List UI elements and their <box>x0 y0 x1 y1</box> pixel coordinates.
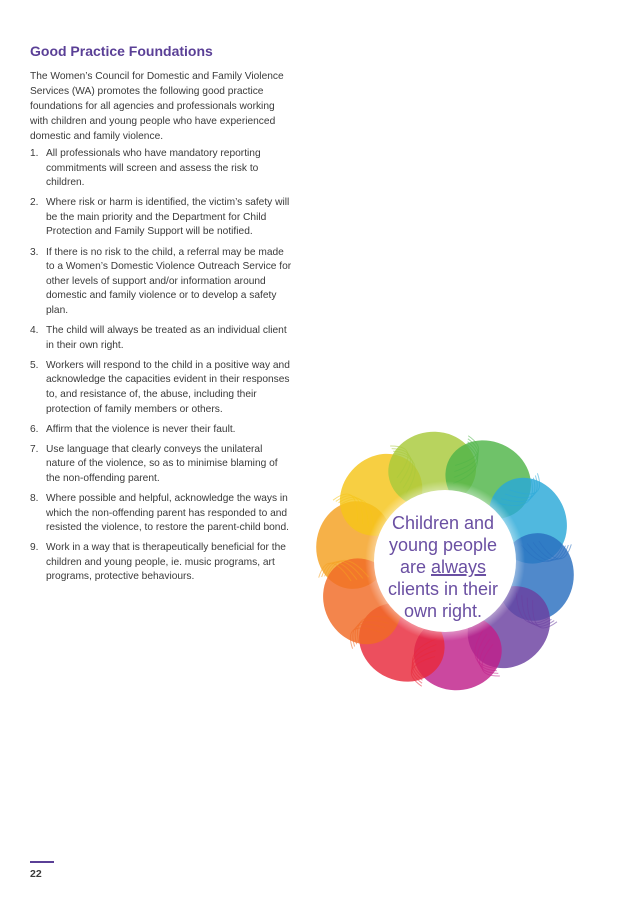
list-item-text: Use language that clearly conveys the unilateral nature of the violence, so as to minimise blaming of the non-offending parent. <box>46 443 278 484</box>
list-item-text: The child will always be treated as an individual client in their own right. <box>46 325 287 351</box>
section-heading: Good Practice Foundations <box>30 43 213 59</box>
page-number: 22 <box>30 868 42 880</box>
list-item-number: 8. <box>30 492 39 504</box>
list-item <box>30 196 294 240</box>
callout-emphasis: always <box>431 557 487 577</box>
list-item <box>30 324 294 353</box>
list-item-text: Where risk or harm is identified, the victim’s safety will be the main priority and the Department for Child Protection and Family Support will be notified. <box>46 197 290 238</box>
list-item-number: 3. <box>30 246 39 258</box>
callout-line: own right. <box>403 601 483 621</box>
list-item <box>30 246 294 319</box>
callout-line-prefix: are <box>399 557 431 577</box>
callout-line <box>372 556 514 578</box>
callout-line: young people <box>388 535 498 555</box>
list-item-number: 7. <box>30 443 39 455</box>
list-item <box>30 423 294 438</box>
list-item <box>30 443 294 487</box>
list-item-number: 9. <box>30 542 39 554</box>
list-item-number: 6. <box>30 423 39 435</box>
good-practice-list <box>30 147 294 591</box>
callout-line: clients in their <box>387 579 499 599</box>
list-item-number: 4. <box>30 325 39 337</box>
callout-line: Children and <box>391 513 495 533</box>
list-item-number: 5. <box>30 359 39 371</box>
intro-paragraph: The Women’s Council for Domestic and Family Violence Services (WA) promotes the following good practice foundations for all agencies and professionals working with children and young people who have experienced domestic and family violence. <box>30 71 284 142</box>
list-item <box>30 492 294 536</box>
list-item-number: 1. <box>30 148 39 159</box>
list-item-text: All professionals who have mandatory reporting commitments will screen and assess the risk to children. <box>46 148 261 189</box>
list-item-text: Where possible and helpful, acknowledge the ways in which the non-offending parent has responded to and resisted the violence, to restore the parent-child bond. <box>46 492 289 534</box>
list-item <box>30 541 294 585</box>
list-item-text: Affirm that the violence is never their fault. <box>46 423 236 435</box>
list-item <box>30 147 294 191</box>
callout-text <box>372 512 514 622</box>
list-item-text: If there is no risk to the child, a referral may be made to a Women’s Domestic Violence Outreach Service for other levels of support and/or information around domestic and family violence or to develop a safety plan. <box>46 246 292 316</box>
list-item-text: Workers will respond to the child in a positive way and acknowledge the capacities evident in their responses to, and resistance of, the abuse, including their protection of family members or others. <box>46 359 290 415</box>
list-item-text: Work in a way that is therapeutically beneficial for the children and young people, ie. music programs, art programs, protective behaviours. <box>46 542 286 583</box>
list-item-number: 2. <box>30 197 39 209</box>
footer-rule <box>30 861 54 863</box>
list-item <box>30 359 294 417</box>
